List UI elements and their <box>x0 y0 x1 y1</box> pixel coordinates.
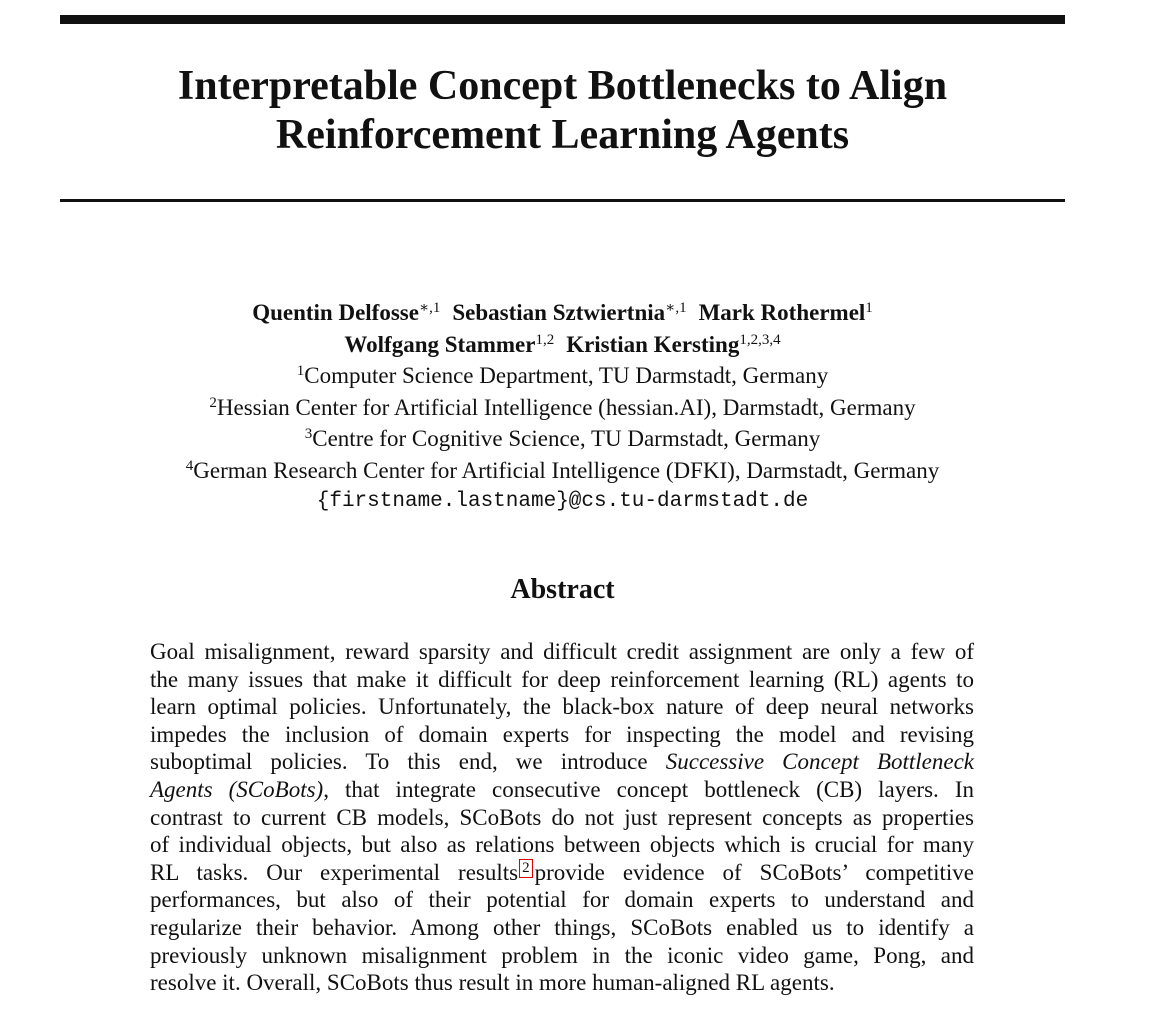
abstract-line <box>150 776 974 804</box>
affiliation-3 <box>60 425 1065 457</box>
author-affil-sup: ∗,1 <box>665 300 687 316</box>
abstract-text: that integrate consecutive concept bottleneck (CB) layers. In <box>345 776 975 802</box>
title-line-1: Interpretable Concept Bottlenecks to Align <box>177 63 948 109</box>
abstract-line: resolve it. Overall, SCoBots thus result in more human-aligned RL agents. <box>150 970 835 996</box>
affiliation-sup: 3 <box>304 426 313 442</box>
abstract-text: suboptimal policies. To this end, we introduce <box>150 749 648 775</box>
abstract-line: regularize their behavior. Among other things, SCoBots enabled us to identify a <box>150 914 974 940</box>
abstract-line: of individual objects, but also as relations between objects which is crucial for many <box>150 832 974 858</box>
footnote-link[interactable]: 2 <box>519 859 533 878</box>
abstract-text: provide evidence of SCoBots’ competitive <box>534 859 974 885</box>
paper-title <box>60 62 1065 160</box>
author-name: Wolfgang Stammer <box>344 331 536 357</box>
author-name: Quentin Delfosse <box>252 300 419 325</box>
abstract-line: previously unknown misalignment problem in the iconic video game, Pong, and <box>150 942 974 968</box>
abstract-text: , <box>323 776 329 802</box>
abstract-line: Goal misalignment, reward sparsity and difficult credit assignment are only a few of <box>150 639 974 664</box>
title-bottom-rule <box>60 199 1065 202</box>
abstract-line: impedes the inclusion of domain experts for inspecting the model and revising <box>150 721 974 747</box>
affiliation-sup: 4 <box>185 457 194 474</box>
abstract-line <box>150 748 974 776</box>
abstract-italic-term: Agents (SCoBots) <box>150 776 324 802</box>
abstract-heading: Abstract <box>510 574 615 605</box>
author-affil-sup: 1,2 <box>535 331 555 348</box>
abstract-line: the many issues that make it difficult for deep reinforcement learning (RL) agents to <box>150 666 974 692</box>
author-affil-sup: ∗,1 <box>418 300 441 316</box>
affiliation-text: Centre for Cognitive Science, TU Darmstadt, Germany <box>312 426 821 451</box>
abstract-line <box>150 859 974 887</box>
author-name: Sebastian Sztwiertnia <box>452 300 666 325</box>
abstract-text: RL tasks. Our experimental results <box>150 859 519 885</box>
abstract-line: learn optimal policies. Unfortunately, the black-box nature of deep neural networks <box>150 694 974 720</box>
author-block <box>60 299 1065 517</box>
abstract-line: performances, but also of their potential for domain experts to understand and <box>150 887 974 913</box>
affiliation-sup: 1 <box>296 363 305 379</box>
top-rule <box>60 15 1065 24</box>
affiliation-1 <box>60 362 1065 394</box>
abstract-line: contrast to current CB models, SCoBots do not just represent concepts as properties <box>150 804 974 830</box>
affiliation-text: German Research Center for Artificial Intelligence (DFKI), Darmstadt, Germany <box>193 457 940 483</box>
title-line-2: Reinforcement Learning Agents <box>275 112 850 158</box>
author-email: {firstname.lastname}@cs.tu-darmstadt.de <box>316 490 809 513</box>
affiliation-text: Hessian Center for Artificial Intelligence (hessian.AI), Darmstadt, Germany <box>216 394 916 420</box>
authors-line-2 <box>60 331 1065 363</box>
authors-line-1 <box>60 299 1065 331</box>
author-affil-sup: 1 <box>865 300 873 316</box>
abstract-body <box>150 638 974 997</box>
affiliation-4 <box>60 457 1065 489</box>
author-name: Kristian Kersting <box>566 331 740 357</box>
affiliation-2 <box>60 394 1065 426</box>
abstract-italic-term: Successive Concept Bottleneck <box>665 749 975 775</box>
affiliation-sup: 2 <box>209 394 217 411</box>
author-name: Mark Rothermel <box>698 300 866 325</box>
affiliation-text: Computer Science Department, TU Darmstadt, Germany <box>304 363 829 388</box>
author-affil-sup: 1,2,3,4 <box>739 331 781 348</box>
